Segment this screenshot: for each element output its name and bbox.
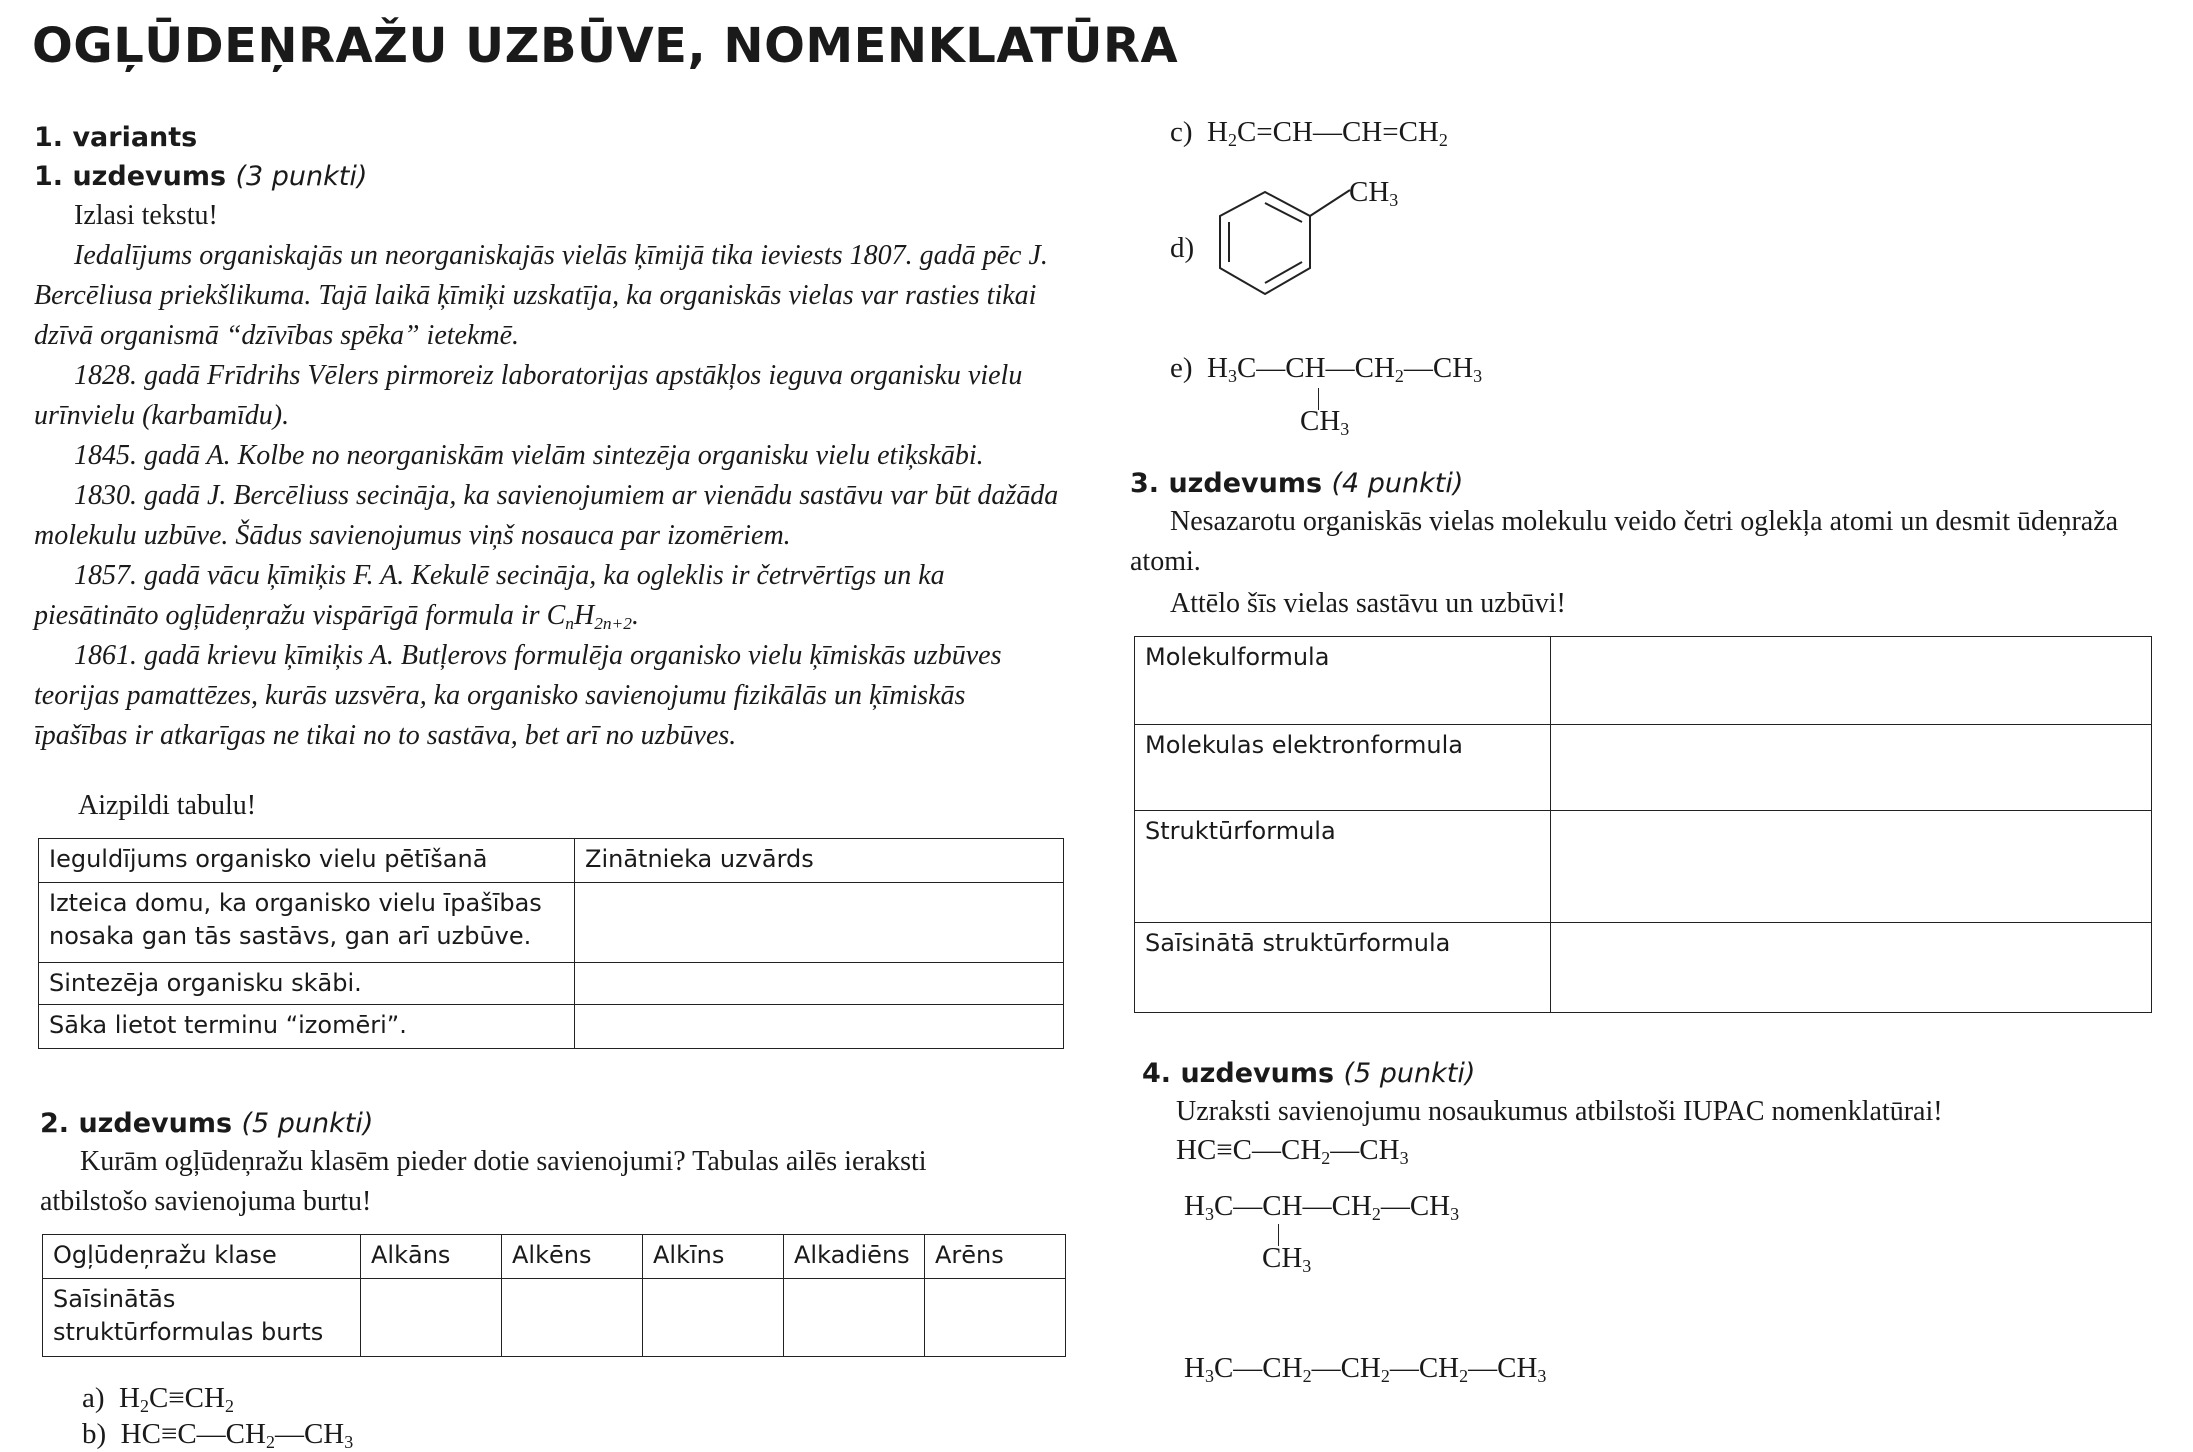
task1-text	[34, 236, 1064, 756]
task1-table-header-scientist: Zinātnieka uzvārds	[575, 839, 1064, 883]
variant-heading: 1. variants	[34, 122, 198, 153]
task1-points: (3 punkti)	[235, 161, 368, 192]
compound-d-letter: d)	[1170, 232, 1195, 264]
kekule-text: 1857. gadā vācu ķīmiķis F. A. Kekulē secināja, ka ogleklis ir četrvērtīgs un ka piesātināto ogļūdeņražu vispārīgā formula ir	[34, 560, 945, 631]
task1-paragraph: 1830. gadā J. Bercēliuss secināja, ka savienojumiem ar vienādu sastāvu var būt dažāda molekulu uzbūve. Šādus savienojumus viņš nosauca par izomēriem.	[34, 480, 1059, 551]
task2-answer-cell[interactable]	[361, 1279, 502, 1357]
task1-answer-cell[interactable]	[575, 963, 1064, 1005]
compound-c-letter: c)	[1170, 116, 1193, 148]
task2-answer-cell[interactable]	[925, 1279, 1066, 1357]
task1-table-header-contribution: Ieguldījums organisko vielu pētīšanā	[39, 839, 575, 883]
task1-intro: Izlasi tekstu!	[74, 200, 218, 231]
page-title: OGĻŪDEŅRAŽU UZBŪVE, NOMENKLATŪRA	[32, 18, 1179, 74]
task3-answer-cell[interactable]	[1551, 811, 2152, 923]
task4-compound-2-branch: $CH_3$	[1262, 1242, 1312, 1276]
compound-a-letter: a)	[82, 1382, 105, 1414]
task3-row-label: Saīsinātā struktūrformula	[1135, 923, 1551, 1013]
task3-instruction: Attēlo šīs vielas sastāvu un uzbūvi!	[1170, 588, 1566, 619]
compound-b-letter: b)	[82, 1418, 107, 1450]
task1-table	[38, 838, 1064, 1049]
task4-heading	[1142, 1058, 1475, 1089]
task3-row-label: Molekulformula	[1135, 637, 1551, 725]
compound-e: e) $H_3C—CH—CH_2—CH_3$	[1170, 352, 1483, 386]
task2-table-header-alkyne: Alkīns	[643, 1235, 784, 1279]
task2-table-header-class: Ogļūdeņražu klase	[43, 1235, 361, 1279]
task1-table-row-label: Izteica domu, ka organisko vielu īpašības nosaka gan tās sastāvs, gan arī uzbūve.	[39, 883, 575, 963]
task4-compound-2: $H_3C—CH—CH_2—CH_3$	[1184, 1190, 1460, 1224]
alkane-general-formula: $C_nH_{2n+2}$.	[546, 600, 639, 633]
task4-instruction: Uzraksti savienojumu nosaukumus atbilstoši IUPAC nomenklatūrai!	[1176, 1096, 1943, 1127]
task1-title: 1. uzdevums	[34, 161, 227, 192]
task3-title: 3. uzdevums	[1130, 468, 1323, 499]
task1-paragraph-kekule	[34, 556, 1064, 636]
task2-table-header-alkene: Alkēns	[502, 1235, 643, 1279]
toluene-methyl-group: $CH_3$	[1349, 176, 1399, 210]
task1-answer-cell[interactable]	[575, 883, 1064, 963]
task2-points: (5 punkti)	[241, 1108, 374, 1139]
compound-e-letter: e)	[1170, 352, 1193, 384]
task3-heading	[1130, 468, 1463, 499]
task2-table-header-alkadiene: Alkadiēns	[784, 1235, 925, 1279]
task2-answer-cell[interactable]	[784, 1279, 925, 1357]
task4-points: (5 punkti)	[1343, 1058, 1476, 1089]
task4-title: 4. uzdevums	[1142, 1058, 1335, 1089]
compound-a: a) $H_2C\equiv CH_2$	[82, 1382, 234, 1416]
task3-table	[1134, 636, 2152, 1013]
task1-table-intro: Aizpildi tabulu!	[78, 790, 257, 821]
task1-paragraph: 1861. gadā krievu ķīmiķis A. Butļerovs formulēja organisko vielu ķīmiskās uzbūves teorijas pamattēzes, kurās uzsvēra, ka organisko savienojumu fizikālās un ķīmiskās īpašības ir atkarīgas ne tikai no to sastāva, bet arī no uzbūves.	[34, 640, 1002, 751]
task1-paragraph: 1828. gadā Frīdrihs Vēlers pirmoreiz laboratorijas apstākļos ieguva organisku vielu urīnvielu (karbamīdu).	[34, 360, 1023, 431]
task3-text: Nesazarotu organiskās vielas molekulu veido četri oglekļa atomi un desmit ūdeņraža atomi.	[1130, 506, 2119, 577]
task3-answer-cell[interactable]	[1551, 637, 2152, 725]
task2-answer-cell[interactable]	[502, 1279, 643, 1357]
task2-table-row-label: Saīsinātās struktūrformulas burts	[43, 1279, 361, 1357]
task2-table	[42, 1234, 1066, 1357]
compound-c: c) $H_2C=CH—CH=CH_2$	[1170, 116, 1448, 150]
task4-compound-3: $H_3C—CH_2—CH_2—CH_2—CH_3$	[1184, 1352, 1547, 1386]
task1-paragraph: Iedalījums organiskajās un neorganiskajās vielās ķīmijā tika ieviests 1807. gadā pēc J. Bercēliusa priekšlikuma. Tajā laikā ķīmiķi uzskatīja, ka organiskās vielas var rasties tikai dzīvā organismā “dzīvības spēka” ietekmē.	[34, 240, 1048, 351]
task1-heading	[34, 161, 367, 192]
task2-table-header-arene: Arēns	[925, 1235, 1066, 1279]
task3-row-label: Molekulas elektronformula	[1135, 725, 1551, 811]
task3-answer-cell[interactable]	[1551, 923, 2152, 1013]
benzene-ring-structure	[1210, 176, 1460, 316]
compound-e-branch: $CH_3$	[1300, 405, 1350, 439]
task2-answer-cell[interactable]	[643, 1279, 784, 1357]
task3-points: (4 punkti)	[1331, 468, 1464, 499]
task1-table-row-label: Sintezēja organisku skābi.	[39, 963, 575, 1005]
task3-answer-cell[interactable]	[1551, 725, 2152, 811]
task2-heading	[40, 1108, 373, 1139]
task2-text: Kurām ogļūdeņražu klasēm pieder dotie savienojumi? Tabulas ailēs ieraksti atbilstošo savienojuma burtu!	[40, 1146, 927, 1217]
compound-b: b) $HC\equiv C—CH_2—CH_3$	[82, 1418, 354, 1452]
task1-table-row-label: Sāka lietot terminu “izomēri”.	[39, 1005, 575, 1049]
task2-table-header-alkane: Alkāns	[361, 1235, 502, 1279]
task2-title: 2. uzdevums	[40, 1108, 233, 1139]
task3-row-label: Struktūrformula	[1135, 811, 1551, 923]
task1-paragraph: 1845. gadā A. Kolbe no neorganiskām vielām sintezēja organisku vielu etiķskābi.	[74, 440, 984, 471]
task4-compound-1: $HC\equiv C—CH_2—CH_3$	[1176, 1134, 1409, 1168]
task1-answer-cell[interactable]	[575, 1005, 1064, 1049]
